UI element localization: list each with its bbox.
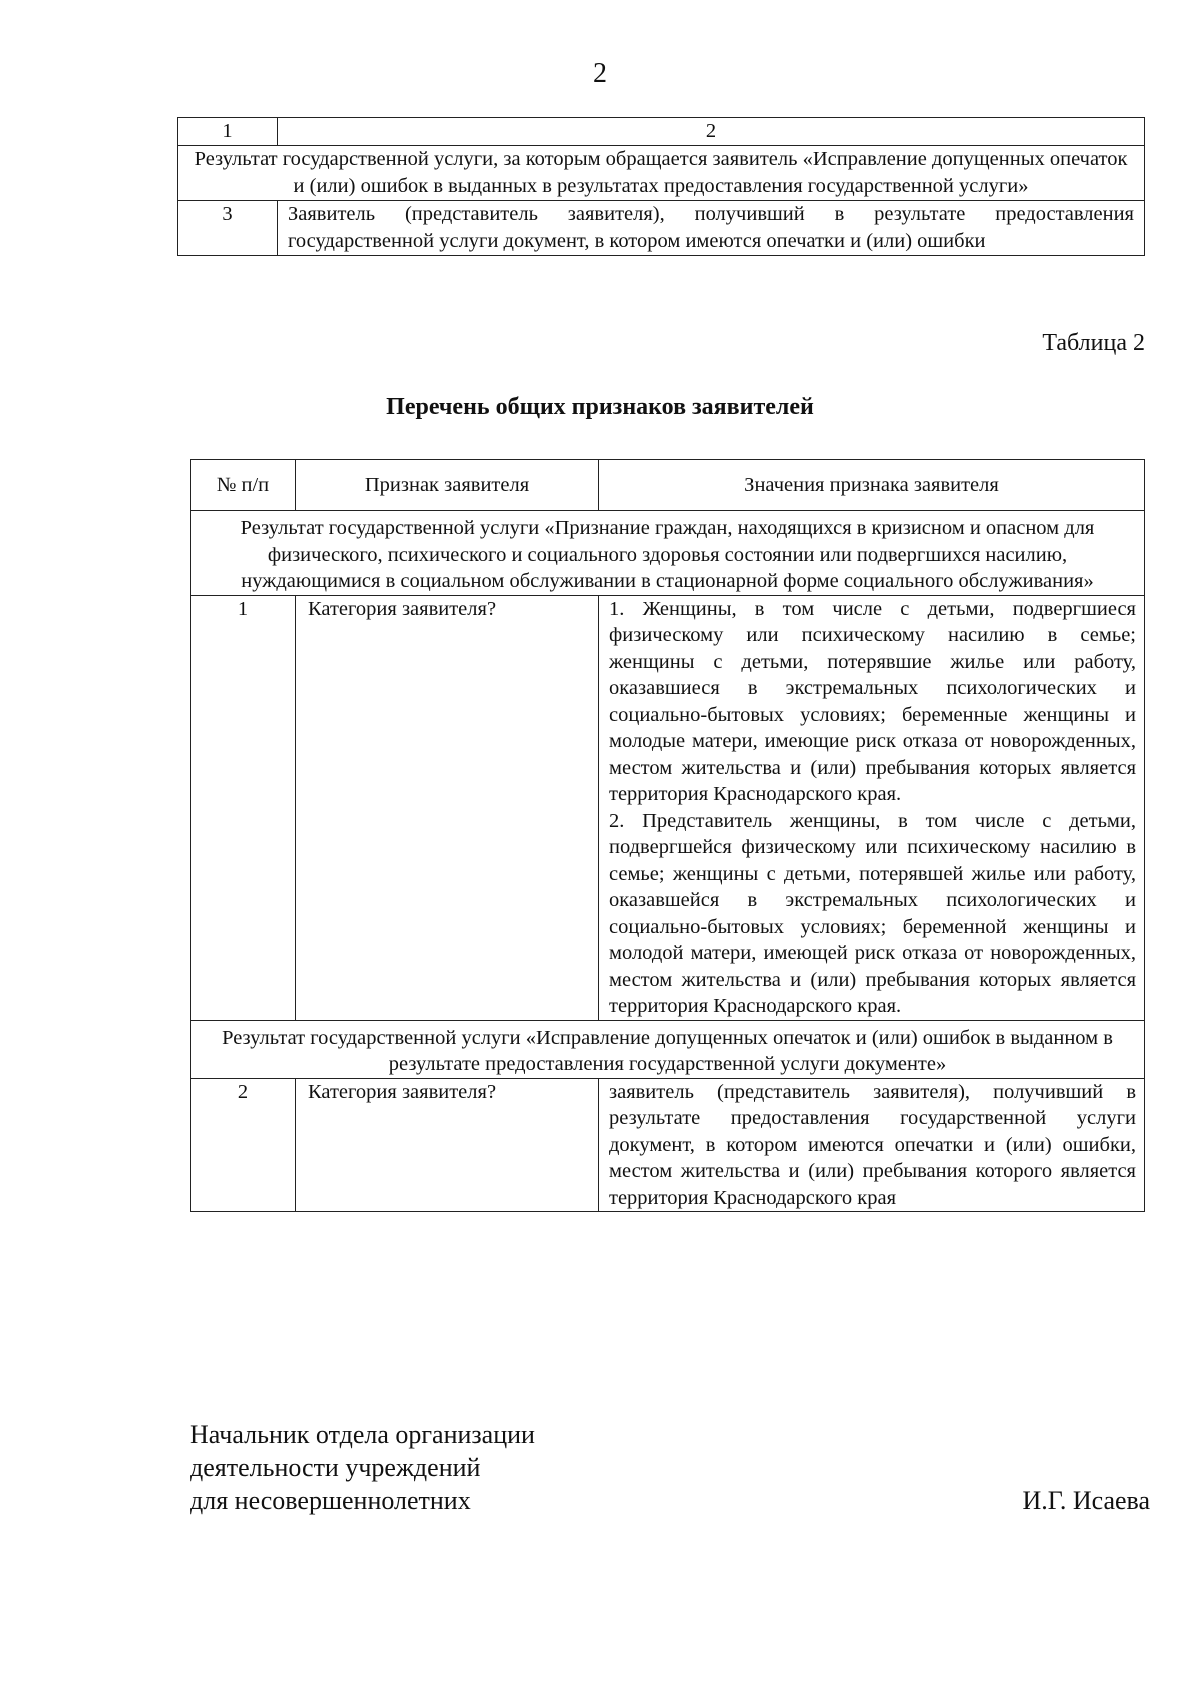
- section-title-1: Результат государственной услуги «Признание граждан, находящихся в кризисном и опасном для физического, психического и социального здоровья состоянии или подвергшихся насилию, нуждающимися в социальном обслуживании в стационарной форме социального обслуживания»: [191, 511, 1145, 596]
- table-row: [178, 201, 1145, 256]
- row-sign: Категория заявителя?: [296, 595, 599, 1020]
- page-number: 2: [593, 58, 607, 89]
- table-section-row: [191, 511, 1145, 596]
- header-number: № п/п: [191, 460, 296, 511]
- signature-position-line: Начальник отдела организации: [190, 1420, 535, 1449]
- row-number: 2: [191, 1078, 296, 1212]
- table-caption: Таблица 2: [1042, 330, 1145, 356]
- table-header-row: [178, 118, 1145, 146]
- row-number: 3: [178, 201, 278, 256]
- value-item-2: 2. Представитель женщины, в том числе с детьми, подвергшейся физическому или психическому насилию в семье; женщины с детьми, потерявшей жилье или работу, оказавшейся в экстремальных психологических и социально-бытовых условиях; беременной женщины и молодой матери, имеющей риск отказа от новорожденных, местом жительства и (или) пребывания которых является территория Краснодарского края.: [609, 809, 1136, 1017]
- table-section-row: [178, 146, 1145, 201]
- column-number-1: 1: [178, 118, 278, 146]
- signature-position-line: для несовершеннолетних: [190, 1486, 471, 1515]
- applicant-signs-table: [190, 459, 1145, 1212]
- table-header-row: [191, 460, 1145, 511]
- continuation-table: [177, 117, 1145, 256]
- signature-position: [190, 1418, 535, 1517]
- section-title-2: Результат государственной услуги «Исправление допущенных опечаток и (или) ошибок в выданном в результате предоставления государственной услуги документе»: [191, 1020, 1145, 1078]
- signature-position-line: деятельности учреждений: [190, 1453, 481, 1482]
- table-section-row: [191, 1020, 1145, 1078]
- row-sign: Категория заявителя?: [296, 1078, 599, 1212]
- table-row: [191, 595, 1145, 1020]
- value-item-1: 1. Женщины, в том числе с детьми, подвергшиеся физическому или психическому насилию в семье; женщины с детьми, потерявшие жилье или работу, оказавшиеся в экстремальных психологических и социально-бытовых условиях; беременные женщины и молодые матери, имеющие риск отказа от новорожденных, местом жительства и (или) пребывания которых является территория Краснодарского края.: [609, 597, 1136, 805]
- column-number-2: 2: [278, 118, 1145, 146]
- row-text: Заявитель (представитель заявителя), получивший в результате предоставления государственной услуги документ, в котором имеются опечатки и (или) ошибки: [278, 201, 1145, 256]
- header-values: Значения признака заявителя: [599, 460, 1145, 511]
- section-title: Результат государственной услуги, за которым обращается заявитель «Исправление допущенных опечаток и (или) ошибок в выданных в результатах предоставления государственной услуги»: [178, 146, 1145, 201]
- row-values: заявитель (представитель заявителя), получивший в результате предоставления государственной услуги документ, в котором имеются опечатки и (или) ошибки, местом жительства и (или) пребывания которого является территория Краснодарского края: [599, 1078, 1145, 1212]
- row-values: [599, 595, 1145, 1020]
- header-sign: Признак заявителя: [296, 460, 599, 511]
- signature-name: И.Г. Исаева: [1022, 1486, 1150, 1515]
- row-number: 1: [191, 595, 296, 1020]
- table-row: [191, 1078, 1145, 1212]
- table-title: Перечень общих признаков заявителей: [386, 394, 814, 420]
